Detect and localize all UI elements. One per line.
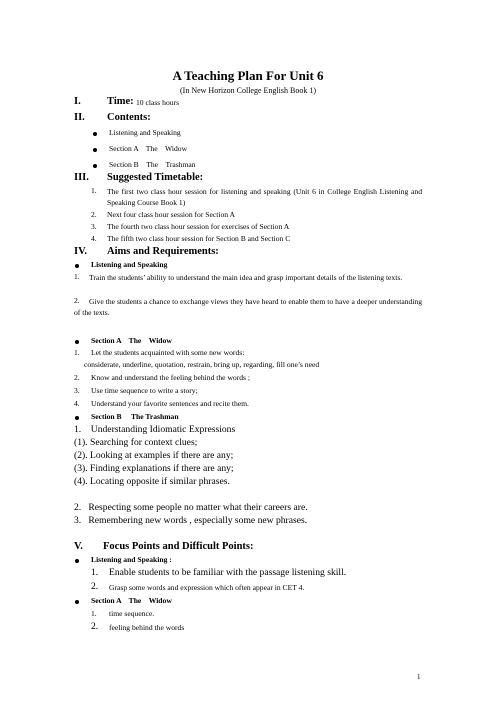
bullet-icon [75,264,79,268]
list-number: 2. [74,296,80,305]
list-number: 2. [91,581,99,592]
bullet-icon [75,600,79,604]
document-title: A Teaching Plan For Unit 6 [172,68,324,83]
list-item: time sequence. [109,609,155,618]
list-item: 1. Understanding Idiomatic Expressions [74,424,236,435]
section-time-value: 10 class hours [136,98,180,107]
subsection-heading: Section B The Trashman [91,412,179,421]
bullet-icon [93,164,97,168]
word-list: considerate, underline, quotation, restrain, bring up, regarding, fill one’s need [84,360,320,369]
list-item: The fifth two class hour session for Section B and Section C [107,234,291,243]
bullet-icon [75,559,79,563]
section-number: I. [74,96,81,107]
list-item: (3). Finding explanations if there are any; [74,463,234,474]
subsection-heading: Listening and Speaking [91,260,168,269]
bullet-icon [93,132,97,136]
list-item: Section A The Widow [109,144,188,153]
list-item: Give the students a chance to exchange views they have heard to enable them to have a deeper understanding of the texts. [74,297,422,317]
list-item: 3. Remembering new words , especially some new phrases. [74,515,308,526]
list-number: 2. [91,621,99,632]
document-subtitle: (In New Horizon College English Book 1) [180,86,316,95]
list-number: 2. [74,373,80,382]
bullet-icon [93,148,97,152]
section-aims-label: Aims and Requirements: [107,246,219,257]
page-number: 1 [417,673,421,681]
section-number: II. [74,112,85,123]
list-number: 3. [91,222,97,231]
list-item: (4). Locating opposite if similar phrases. [74,476,230,487]
bullet-icon [75,340,79,344]
subsection-heading: Listening and Speaking : [91,555,172,564]
list-item: Let the students acquainted with some new words: [91,348,245,357]
list-number: 2. [91,210,97,219]
list-number: 4. [74,399,80,408]
list-number: 1. [91,609,97,618]
list-item: Listening and Speaking [109,128,181,137]
list-number: 3. [74,386,80,395]
section-focus-label: Focus Points and Difficult Points: [103,541,254,552]
subsection-heading: Section A The Widow [91,596,172,605]
subsection-heading: Section A The Widow [91,336,172,345]
list-item: (1). Searching for context clues; [74,437,198,448]
section-timetable-label: Suggested Timetable: [107,172,204,183]
list-item: Next four class hour session for Section A [107,210,236,219]
section-number: III. [74,172,89,183]
section-number: V. [74,541,83,552]
list-item: (2). Looking at examples if there are any; [74,450,234,461]
list-number: 1. [74,348,80,357]
list-number: 1. [91,567,99,578]
list-number: 1. [74,272,80,281]
list-item: 2. Respecting some people no matter what their careers are. [74,502,308,513]
list-item: Understand your favorite sentences and recite them. [91,399,249,408]
list-item: The first two class hour session for listening and speaking (Unit 6 in College English Listening and Speaking Course Book 1) [107,187,422,207]
list-item: Enable students to be familiar with the passage listening skill. [109,567,347,578]
list-item: Section B The Trashman [109,160,196,169]
list-item: Use time sequence to write a story; [91,386,198,395]
section-contents-label: Contents: [107,112,151,123]
list-number: 4. [91,234,97,243]
section-number: IV. [74,246,87,257]
bullet-icon [75,416,79,420]
list-item: feeling behind the words [109,623,185,632]
list-item: Know and understand the feeling behind the words ; [91,373,251,382]
list-item: Train the students’ ability to understand the main idea and grasp important details of the listening texts. [89,273,403,282]
list-number: 1. [91,186,97,195]
section-time-label: Time: [107,96,134,107]
list-item: Grasp some words and expression which often appear in CET 4. [109,583,305,592]
list-item: The fourth two class hour session for exercises of Section A [107,222,290,231]
